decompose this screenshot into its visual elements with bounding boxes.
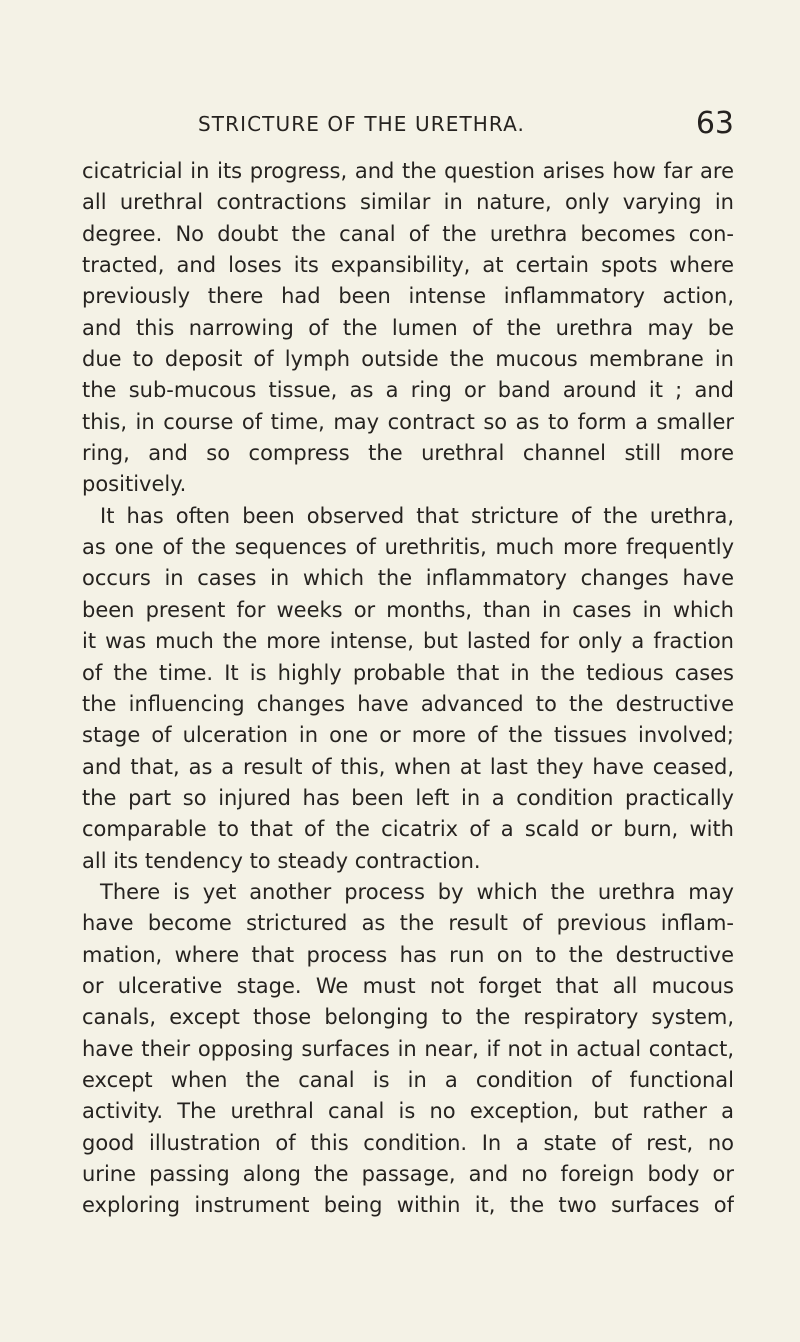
paragraph-end-line: positively.	[82, 472, 187, 497]
running-title: STRICTURE OF THE URETHRA.	[198, 112, 525, 136]
text-line: and that, as a result of this, when at last they have ceased,	[82, 754, 734, 779]
paragraph-end-line: all its tendency to steady contraction.	[82, 848, 481, 873]
text-line: previously there had been intense inflammatory action,	[82, 284, 734, 309]
text-line: and this narrowing of the lumen of the urethra may be	[82, 315, 734, 340]
paragraph-start-line: There is yet another process by which the urethra may	[100, 879, 734, 904]
text-line: been present for weeks or months, than in cases in which	[82, 597, 734, 622]
text-line: have become strictured as the result of previous inflam-	[82, 911, 734, 936]
text-line: canals, except those belonging to the respiratory system,	[82, 1005, 734, 1030]
text-line: or ulcerative stage. We must not forget that all mucous	[82, 973, 734, 998]
text-line: ring, and so compress the urethral channel still more	[82, 441, 734, 466]
text-line: all urethral contractions similar in nature, only varying in	[82, 190, 734, 215]
text-line: tracted, and loses its expansibility, at certain spots where	[82, 253, 734, 278]
text-line: comparable to that of the cicatrix of a scald or burn, with	[82, 817, 734, 842]
text-line: except when the canal is in a condition of functional	[82, 1067, 734, 1092]
text-line: good illustration of this condition. In a state of rest, no	[82, 1130, 734, 1155]
text-line: the influencing changes have advanced to the destructive	[82, 691, 734, 716]
paragraph-start-line: It has often been observed that stricture of the urethra,	[100, 503, 734, 528]
text-line: exploring instrument being within it, the two surfaces of	[82, 1193, 734, 1218]
text-line: activity. The urethral canal is no exception, but rather a	[82, 1099, 734, 1124]
text-line: occurs in cases in which the inflammatory changes have	[82, 566, 734, 591]
text-line: urine passing along the passage, and no foreign body or	[82, 1162, 734, 1186]
text-line: have their opposing surfaces in near, if not in actual contact,	[82, 1036, 734, 1061]
text-line: mation, where that process has run on to the destructive	[82, 942, 734, 967]
text-line: as one of the sequences of urethritis, much more frequently	[82, 535, 734, 560]
text-line: the part so injured has been left in a condition practically	[82, 785, 734, 810]
text-line: the sub-mucous tissue, as a ring or band around it ; and	[82, 378, 734, 403]
page-number: 63	[695, 106, 734, 141]
text-line: due to deposit of lymph outside the mucous membrane in	[82, 347, 734, 372]
text-line: of the time. It is highly probable that in the tedious cases	[82, 660, 734, 685]
text-line: stage of ulceration in one or more of the tissues involved;	[82, 723, 734, 748]
text-line: this, in course of time, may contract so as to form a smaller	[82, 409, 734, 434]
running-head	[82, 107, 734, 141]
text-line: cicatricial in its progress, and the question arises how far are	[82, 159, 734, 183]
text-line: degree. No doubt the canal of the urethra becomes con-	[82, 221, 734, 246]
body-text	[82, 156, 734, 1222]
text-line: it was much the more intense, but lasted for only a fraction	[82, 629, 734, 654]
